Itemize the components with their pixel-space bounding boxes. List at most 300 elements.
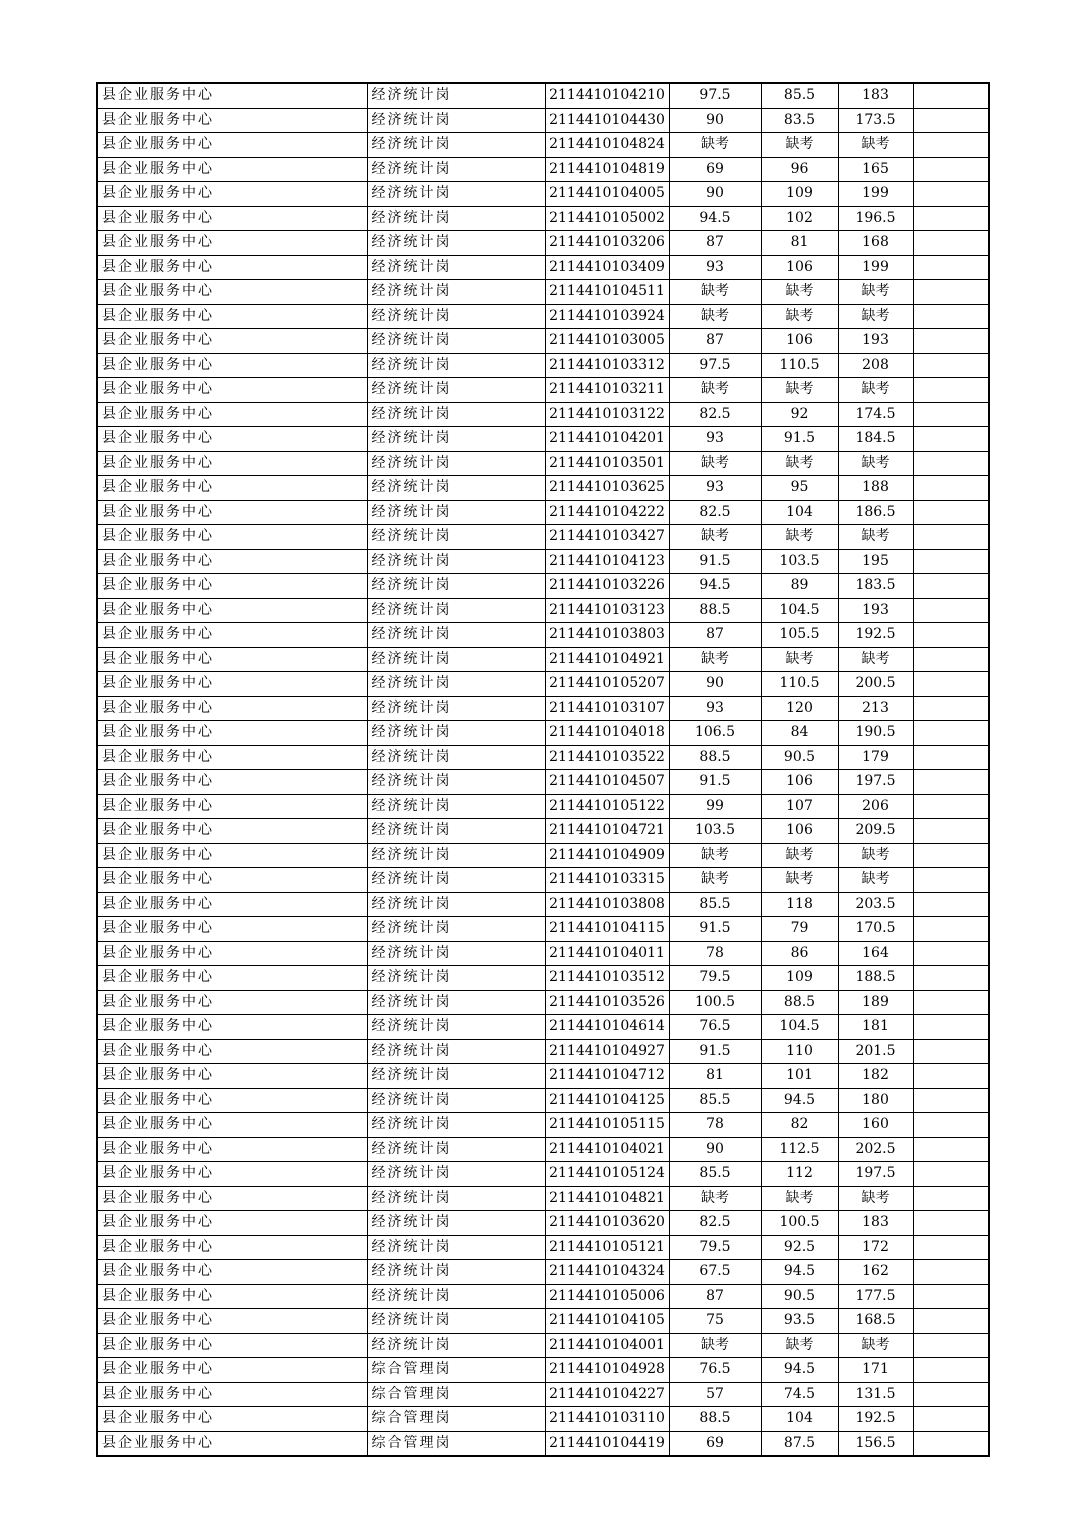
unit-cell: 县企业服务中心 — [97, 1431, 367, 1456]
exam-id-cell: 2114410104018 — [545, 721, 669, 746]
total-score-cell: 188 — [838, 476, 913, 501]
unit-cell: 县企业服务中心 — [97, 892, 367, 917]
table-row — [97, 990, 989, 1015]
post-cell: 经济统计岗 — [367, 157, 545, 182]
unit-cell: 县企业服务中心 — [97, 1260, 367, 1285]
written-score-cell: 93 — [669, 476, 761, 501]
unit-cell: 县企业服务中心 — [97, 427, 367, 452]
unit-cell: 县企业服务中心 — [97, 721, 367, 746]
second-score-cell: 106 — [761, 329, 838, 354]
remark-cell — [913, 451, 989, 476]
exam-id-cell: 2114410104821 — [545, 1186, 669, 1211]
second-score-cell: 112.5 — [761, 1137, 838, 1162]
post-cell: 经济统计岗 — [367, 378, 545, 403]
exam-id-cell: 2114410104105 — [545, 1309, 669, 1334]
table-row — [97, 1235, 989, 1260]
total-score-cell: 197.5 — [838, 1162, 913, 1187]
exam-id-cell: 2114410103427 — [545, 525, 669, 550]
post-cell: 经济统计岗 — [367, 794, 545, 819]
second-score-cell: 88.5 — [761, 990, 838, 1015]
remark-cell — [913, 1162, 989, 1187]
post-cell: 经济统计岗 — [367, 598, 545, 623]
table-row — [97, 647, 989, 672]
total-score-cell: 193 — [838, 329, 913, 354]
post-cell: 经济统计岗 — [367, 451, 545, 476]
total-score-cell: 168 — [838, 231, 913, 256]
total-score-cell: 183.5 — [838, 574, 913, 599]
second-score-cell: 104.5 — [761, 598, 838, 623]
post-cell: 经济统计岗 — [367, 647, 545, 672]
post-cell: 经济统计岗 — [367, 402, 545, 427]
unit-cell: 县企业服务中心 — [97, 1309, 367, 1334]
written-score-cell: 缺考 — [669, 1186, 761, 1211]
second-score-cell: 81 — [761, 231, 838, 256]
total-score-cell: 208 — [838, 353, 913, 378]
second-score-cell: 102 — [761, 206, 838, 231]
table-row — [97, 892, 989, 917]
written-score-cell: 缺考 — [669, 280, 761, 305]
unit-cell: 县企业服务中心 — [97, 525, 367, 550]
post-cell: 经济统计岗 — [367, 868, 545, 893]
written-score-cell: 85.5 — [669, 1162, 761, 1187]
table-row — [97, 133, 989, 158]
post-cell: 经济统计岗 — [367, 525, 545, 550]
second-score-cell: 95 — [761, 476, 838, 501]
total-score-cell: 172 — [838, 1235, 913, 1260]
post-cell: 经济统计岗 — [367, 1211, 545, 1236]
total-score-cell: 177.5 — [838, 1284, 913, 1309]
post-cell: 经济统计岗 — [367, 133, 545, 158]
post-cell: 经济统计岗 — [367, 304, 545, 329]
remark-cell — [913, 672, 989, 697]
post-cell: 经济统计岗 — [367, 721, 545, 746]
exam-id-cell: 2114410104125 — [545, 1088, 669, 1113]
exam-id-cell: 2114410105006 — [545, 1284, 669, 1309]
exam-id-cell: 2114410103315 — [545, 868, 669, 893]
total-score-cell: 缺考 — [838, 133, 913, 158]
exam-id-cell: 2114410105115 — [545, 1113, 669, 1138]
remark-cell — [913, 1260, 989, 1285]
table-body — [97, 83, 989, 1456]
remark-cell — [913, 696, 989, 721]
total-score-cell: 201.5 — [838, 1039, 913, 1064]
remark-cell — [913, 549, 989, 574]
second-score-cell: 106 — [761, 255, 838, 280]
second-score-cell: 缺考 — [761, 451, 838, 476]
table-row — [97, 966, 989, 991]
table-row — [97, 843, 989, 868]
remark-cell — [913, 304, 989, 329]
post-cell: 经济统计岗 — [367, 1113, 545, 1138]
total-score-cell: 171 — [838, 1358, 913, 1383]
post-cell: 经济统计岗 — [367, 329, 545, 354]
written-score-cell: 缺考 — [669, 868, 761, 893]
unit-cell: 县企业服务中心 — [97, 574, 367, 599]
written-score-cell: 79.5 — [669, 966, 761, 991]
table-row — [97, 1431, 989, 1456]
remark-cell — [913, 1407, 989, 1432]
unit-cell: 县企业服务中心 — [97, 108, 367, 133]
unit-cell: 县企业服务中心 — [97, 623, 367, 648]
written-score-cell: 91.5 — [669, 549, 761, 574]
post-cell: 经济统计岗 — [367, 1309, 545, 1334]
post-cell: 经济统计岗 — [367, 1333, 545, 1358]
unit-cell: 县企业服务中心 — [97, 794, 367, 819]
unit-cell: 县企业服务中心 — [97, 917, 367, 942]
post-cell: 经济统计岗 — [367, 696, 545, 721]
total-score-cell: 缺考 — [838, 868, 913, 893]
table-row — [97, 1260, 989, 1285]
written-score-cell: 90 — [669, 1137, 761, 1162]
second-score-cell: 105.5 — [761, 623, 838, 648]
second-score-cell: 缺考 — [761, 1186, 838, 1211]
post-cell: 经济统计岗 — [367, 1235, 545, 1260]
unit-cell: 县企业服务中心 — [97, 1211, 367, 1236]
exam-id-cell: 2114410103226 — [545, 574, 669, 599]
written-score-cell: 57 — [669, 1382, 761, 1407]
unit-cell: 县企业服务中心 — [97, 1407, 367, 1432]
second-score-cell: 110.5 — [761, 672, 838, 697]
table-row — [97, 1186, 989, 1211]
remark-cell — [913, 647, 989, 672]
second-score-cell: 92.5 — [761, 1235, 838, 1260]
unit-cell: 县企业服务中心 — [97, 1137, 367, 1162]
exam-id-cell: 2114410104921 — [545, 647, 669, 672]
unit-cell: 县企业服务中心 — [97, 378, 367, 403]
remark-cell — [913, 1333, 989, 1358]
total-score-cell: 196.5 — [838, 206, 913, 231]
written-score-cell: 82.5 — [669, 1211, 761, 1236]
written-score-cell: 69 — [669, 1431, 761, 1456]
table-row — [97, 1333, 989, 1358]
table-row — [97, 941, 989, 966]
remark-cell — [913, 721, 989, 746]
exam-id-cell: 2114410104614 — [545, 1015, 669, 1040]
exam-id-cell: 2114410103005 — [545, 329, 669, 354]
unit-cell: 县企业服务中心 — [97, 280, 367, 305]
post-cell: 经济统计岗 — [367, 1039, 545, 1064]
unit-cell: 县企业服务中心 — [97, 83, 367, 108]
remark-cell — [913, 1309, 989, 1334]
table-row — [97, 108, 989, 133]
second-score-cell: 缺考 — [761, 868, 838, 893]
written-score-cell: 90 — [669, 182, 761, 207]
remark-cell — [913, 1015, 989, 1040]
remark-cell — [913, 598, 989, 623]
second-score-cell: 94.5 — [761, 1088, 838, 1113]
second-score-cell: 缺考 — [761, 133, 838, 158]
table-row — [97, 1039, 989, 1064]
post-cell: 经济统计岗 — [367, 770, 545, 795]
total-score-cell: 192.5 — [838, 623, 913, 648]
total-score-cell: 缺考 — [838, 1186, 913, 1211]
post-cell: 经济统计岗 — [367, 745, 545, 770]
written-score-cell: 87 — [669, 231, 761, 256]
post-cell: 经济统计岗 — [367, 574, 545, 599]
post-cell: 经济统计岗 — [367, 892, 545, 917]
table-row — [97, 280, 989, 305]
written-score-cell: 94.5 — [669, 206, 761, 231]
unit-cell: 县企业服务中心 — [97, 133, 367, 158]
exam-id-cell: 2114410105207 — [545, 672, 669, 697]
second-score-cell: 112 — [761, 1162, 838, 1187]
second-score-cell: 87.5 — [761, 1431, 838, 1456]
remark-cell — [913, 941, 989, 966]
total-score-cell: 199 — [838, 255, 913, 280]
post-cell: 经济统计岗 — [367, 549, 545, 574]
unit-cell: 县企业服务中心 — [97, 157, 367, 182]
written-score-cell: 缺考 — [669, 647, 761, 672]
table-row — [97, 1162, 989, 1187]
exam-id-cell: 2114410105121 — [545, 1235, 669, 1260]
total-score-cell: 181 — [838, 1015, 913, 1040]
table-row — [97, 721, 989, 746]
unit-cell: 县企业服务中心 — [97, 255, 367, 280]
post-cell: 经济统计岗 — [367, 917, 545, 942]
written-score-cell: 缺考 — [669, 525, 761, 550]
remark-cell — [913, 1211, 989, 1236]
post-cell: 经济统计岗 — [367, 819, 545, 844]
second-score-cell: 120 — [761, 696, 838, 721]
exam-id-cell: 2114410103808 — [545, 892, 669, 917]
total-score-cell: 缺考 — [838, 1333, 913, 1358]
exam-id-cell: 2114410104201 — [545, 427, 669, 452]
exam-id-cell: 2114410104721 — [545, 819, 669, 844]
post-cell: 经济统计岗 — [367, 427, 545, 452]
remark-cell — [913, 1039, 989, 1064]
total-score-cell: 180 — [838, 1088, 913, 1113]
written-score-cell: 76.5 — [669, 1015, 761, 1040]
written-score-cell: 82.5 — [669, 500, 761, 525]
total-score-cell: 206 — [838, 794, 913, 819]
table-row — [97, 1211, 989, 1236]
table-row — [97, 500, 989, 525]
exam-id-cell: 2114410104430 — [545, 108, 669, 133]
unit-cell: 县企业服务中心 — [97, 451, 367, 476]
post-cell: 综合管理岗 — [367, 1382, 545, 1407]
written-score-cell: 90 — [669, 672, 761, 697]
unit-cell: 县企业服务中心 — [97, 1113, 367, 1138]
remark-cell — [913, 402, 989, 427]
total-score-cell: 192.5 — [838, 1407, 913, 1432]
second-score-cell: 110 — [761, 1039, 838, 1064]
remark-cell — [913, 1235, 989, 1260]
total-score-cell: 缺考 — [838, 280, 913, 305]
table-row — [97, 1088, 989, 1113]
total-score-cell: 缺考 — [838, 647, 913, 672]
written-score-cell: 缺考 — [669, 133, 761, 158]
unit-cell: 县企业服务中心 — [97, 329, 367, 354]
table-row — [97, 255, 989, 280]
written-score-cell: 88.5 — [669, 745, 761, 770]
written-score-cell: 67.5 — [669, 1260, 761, 1285]
written-score-cell: 106.5 — [669, 721, 761, 746]
remark-cell — [913, 280, 989, 305]
exam-id-cell: 2114410103122 — [545, 402, 669, 427]
unit-cell: 县企业服务中心 — [97, 1358, 367, 1383]
exam-id-cell: 2114410104927 — [545, 1039, 669, 1064]
unit-cell: 县企业服务中心 — [97, 1162, 367, 1187]
exam-id-cell: 2114410103211 — [545, 378, 669, 403]
total-score-cell: 184.5 — [838, 427, 913, 452]
written-score-cell: 缺考 — [669, 304, 761, 329]
remark-cell — [913, 525, 989, 550]
total-score-cell: 213 — [838, 696, 913, 721]
total-score-cell: 188.5 — [838, 966, 913, 991]
written-score-cell: 87 — [669, 329, 761, 354]
total-score-cell: 170.5 — [838, 917, 913, 942]
exam-id-cell: 2114410103123 — [545, 598, 669, 623]
unit-cell: 县企业服务中心 — [97, 549, 367, 574]
total-score-cell: 168.5 — [838, 1309, 913, 1334]
post-cell: 综合管理岗 — [367, 1407, 545, 1432]
second-score-cell: 106 — [761, 819, 838, 844]
written-score-cell: 97.5 — [669, 353, 761, 378]
remark-cell — [913, 892, 989, 917]
remark-cell — [913, 1382, 989, 1407]
exam-id-cell: 2114410104115 — [545, 917, 669, 942]
second-score-cell: 84 — [761, 721, 838, 746]
remark-cell — [913, 206, 989, 231]
exam-id-cell: 2114410105124 — [545, 1162, 669, 1187]
unit-cell: 县企业服务中心 — [97, 1284, 367, 1309]
total-score-cell: 173.5 — [838, 108, 913, 133]
written-score-cell: 69 — [669, 157, 761, 182]
written-score-cell: 76.5 — [669, 1358, 761, 1383]
unit-cell: 县企业服务中心 — [97, 1039, 367, 1064]
exam-id-cell: 2114410104011 — [545, 941, 669, 966]
table-row — [97, 672, 989, 697]
table-row — [97, 1284, 989, 1309]
table-row — [97, 304, 989, 329]
unit-cell: 县企业服务中心 — [97, 819, 367, 844]
unit-cell: 县企业服务中心 — [97, 672, 367, 697]
total-score-cell: 缺考 — [838, 843, 913, 868]
table-row — [97, 819, 989, 844]
table-row — [97, 182, 989, 207]
table-row — [97, 451, 989, 476]
remark-cell — [913, 574, 989, 599]
post-cell: 经济统计岗 — [367, 353, 545, 378]
post-cell: 经济统计岗 — [367, 941, 545, 966]
post-cell: 经济统计岗 — [367, 280, 545, 305]
post-cell: 经济统计岗 — [367, 182, 545, 207]
unit-cell: 县企业服务中心 — [97, 598, 367, 623]
table-row — [97, 770, 989, 795]
unit-cell: 县企业服务中心 — [97, 500, 367, 525]
second-score-cell: 74.5 — [761, 1382, 838, 1407]
second-score-cell: 79 — [761, 917, 838, 942]
total-score-cell: 203.5 — [838, 892, 913, 917]
second-score-cell: 82 — [761, 1113, 838, 1138]
second-score-cell: 106 — [761, 770, 838, 795]
second-score-cell: 缺考 — [761, 280, 838, 305]
unit-cell: 县企业服务中心 — [97, 941, 367, 966]
second-score-cell: 85.5 — [761, 83, 838, 108]
post-cell: 经济统计岗 — [367, 672, 545, 697]
post-cell: 经济统计岗 — [367, 843, 545, 868]
table-row — [97, 329, 989, 354]
remark-cell — [913, 1431, 989, 1456]
table-row — [97, 794, 989, 819]
remark-cell — [913, 182, 989, 207]
total-score-cell: 缺考 — [838, 378, 913, 403]
second-score-cell: 缺考 — [761, 647, 838, 672]
table-row — [97, 623, 989, 648]
exam-id-cell: 2114410103924 — [545, 304, 669, 329]
total-score-cell: 189 — [838, 990, 913, 1015]
remark-cell — [913, 819, 989, 844]
exam-id-cell: 2114410103206 — [545, 231, 669, 256]
total-score-cell: 156.5 — [838, 1431, 913, 1456]
table-row — [97, 745, 989, 770]
score-table — [96, 82, 990, 1457]
exam-id-cell: 2114410103409 — [545, 255, 669, 280]
unit-cell: 县企业服务中心 — [97, 231, 367, 256]
exam-id-cell: 2114410104909 — [545, 843, 669, 868]
exam-id-cell: 2114410103526 — [545, 990, 669, 1015]
second-score-cell: 91.5 — [761, 427, 838, 452]
written-score-cell: 90 — [669, 108, 761, 133]
exam-id-cell: 2114410105002 — [545, 206, 669, 231]
remark-cell — [913, 476, 989, 501]
exam-id-cell: 2114410104928 — [545, 1358, 669, 1383]
exam-id-cell: 2114410104005 — [545, 182, 669, 207]
exam-id-cell: 2114410103512 — [545, 966, 669, 991]
post-cell: 经济统计岗 — [367, 108, 545, 133]
table-row — [97, 868, 989, 893]
second-score-cell: 103.5 — [761, 549, 838, 574]
table-row — [97, 1407, 989, 1432]
exam-id-cell: 2114410103620 — [545, 1211, 669, 1236]
post-cell: 经济统计岗 — [367, 500, 545, 525]
remark-cell — [913, 255, 989, 280]
total-score-cell: 209.5 — [838, 819, 913, 844]
exam-id-cell: 2114410104001 — [545, 1333, 669, 1358]
second-score-cell: 94.5 — [761, 1260, 838, 1285]
written-score-cell: 78 — [669, 941, 761, 966]
total-score-cell: 193 — [838, 598, 913, 623]
remark-cell — [913, 990, 989, 1015]
table-row — [97, 83, 989, 108]
remark-cell — [913, 353, 989, 378]
post-cell: 经济统计岗 — [367, 990, 545, 1015]
remark-cell — [913, 794, 989, 819]
second-score-cell: 104 — [761, 500, 838, 525]
remark-cell — [913, 1284, 989, 1309]
written-score-cell: 82.5 — [669, 402, 761, 427]
remark-cell — [913, 843, 989, 868]
table-row — [97, 525, 989, 550]
table-row — [97, 1309, 989, 1334]
second-score-cell: 110.5 — [761, 353, 838, 378]
post-cell: 经济统计岗 — [367, 966, 545, 991]
unit-cell: 县企业服务中心 — [97, 1015, 367, 1040]
table-row — [97, 231, 989, 256]
table-row — [97, 402, 989, 427]
written-score-cell: 81 — [669, 1064, 761, 1089]
remark-cell — [913, 329, 989, 354]
table-row — [97, 427, 989, 452]
post-cell: 经济统计岗 — [367, 476, 545, 501]
second-score-cell: 104.5 — [761, 1015, 838, 1040]
table-row — [97, 917, 989, 942]
exam-id-cell: 2114410103501 — [545, 451, 669, 476]
second-score-cell: 缺考 — [761, 525, 838, 550]
remark-cell — [913, 500, 989, 525]
remark-cell — [913, 1358, 989, 1383]
unit-cell: 县企业服务中心 — [97, 304, 367, 329]
